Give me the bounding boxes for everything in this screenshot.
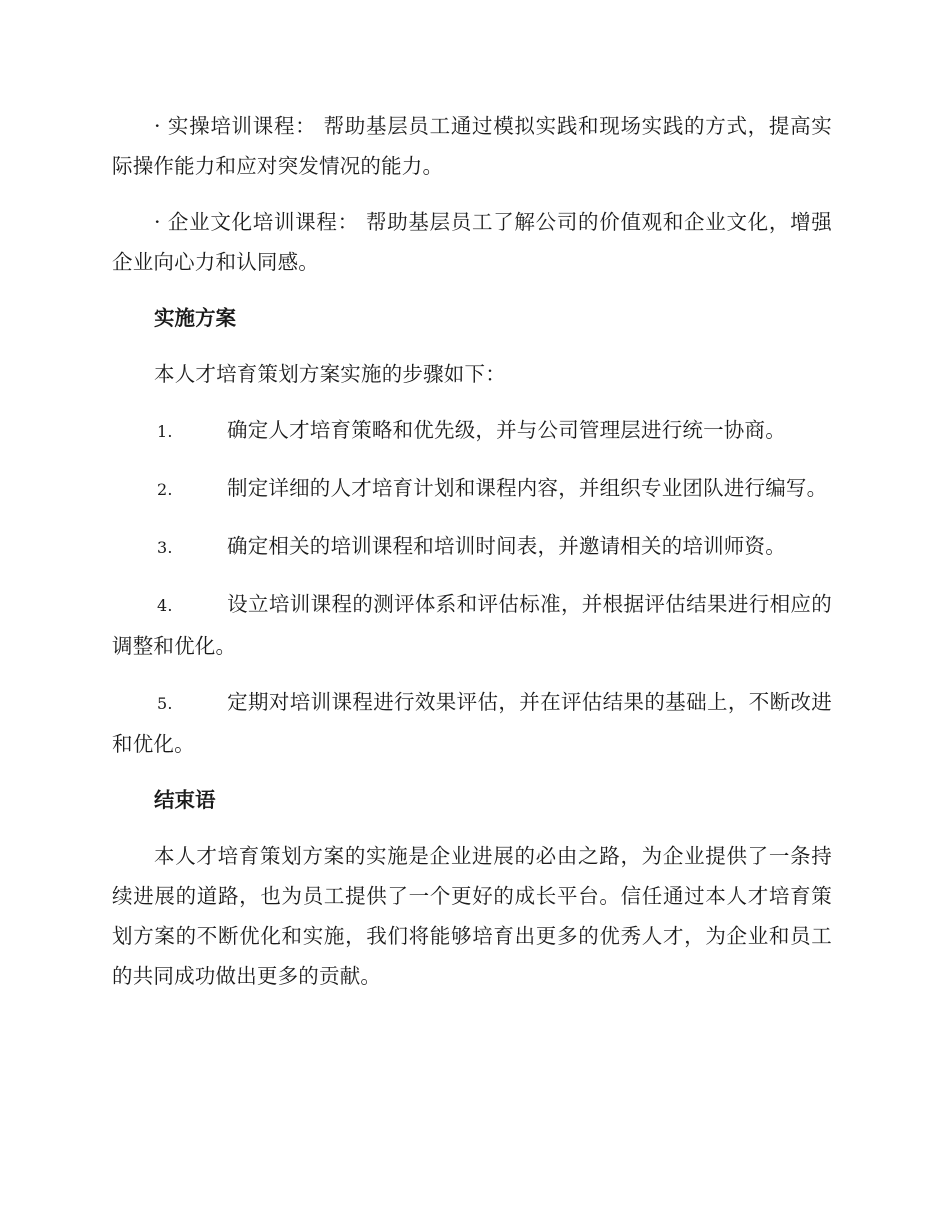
- bullet-culture-training: · 企业文化培训课程： 帮助基层员工了解公司的价值观和企业文化，增强企业向心力和认同感。: [112, 210, 832, 274]
- conclusion-text: 本人才培育策划方案的实施是企业进展的必由之路，为企业提供了一条持续进展的道路，也为员工提供了一个更好的成长平台。信任通过本人才培育策划方案的不断优化和实施，我们将能够培育出更多的优秀人才，为企业和员工的共同成功做出更多的贡献。: [112, 844, 832, 988]
- step-text: 定期对培训课程进行效果评估，并在评估结果的基础上，不断改进和优化。: [112, 690, 832, 756]
- bullet-practical-training: · 实操培训课程： 帮助基层员工通过模拟实践和现场实践的方式，提高实际操作能力和应对突发情况的能力。: [112, 114, 832, 178]
- step-item: [112, 468, 832, 510]
- step-text: 制定详细的人才培育计划和课程内容，并组织专业团队进行编写。: [227, 476, 828, 500]
- implementation-intro: 本人才培育策划方案实施的步骤如下：: [154, 362, 506, 386]
- step-text: 确定相关的培训课程和培训时间表，并邀请相关的培训师资。: [227, 534, 786, 558]
- heading-conclusion: 结束语: [154, 788, 216, 812]
- step-text: 设立培训课程的测评体系和评估标准，并根据评估结果进行相应的调整和优化。: [112, 592, 832, 658]
- step-item: [112, 526, 832, 568]
- step-item: [112, 410, 832, 452]
- heading-implementation: 实施方案: [154, 306, 236, 330]
- step-text: 确定人才培育策略和优先级，并与公司管理层进行统一协商。: [227, 418, 786, 442]
- step-number: 4.: [157, 596, 173, 615]
- step-number: 5.: [157, 694, 173, 713]
- step-number: 1.: [157, 422, 173, 441]
- step-number: 3.: [157, 538, 173, 557]
- step-item: [112, 584, 832, 666]
- document-page: [112, 106, 832, 1012]
- step-item: [112, 682, 832, 764]
- step-number: 2.: [157, 480, 173, 499]
